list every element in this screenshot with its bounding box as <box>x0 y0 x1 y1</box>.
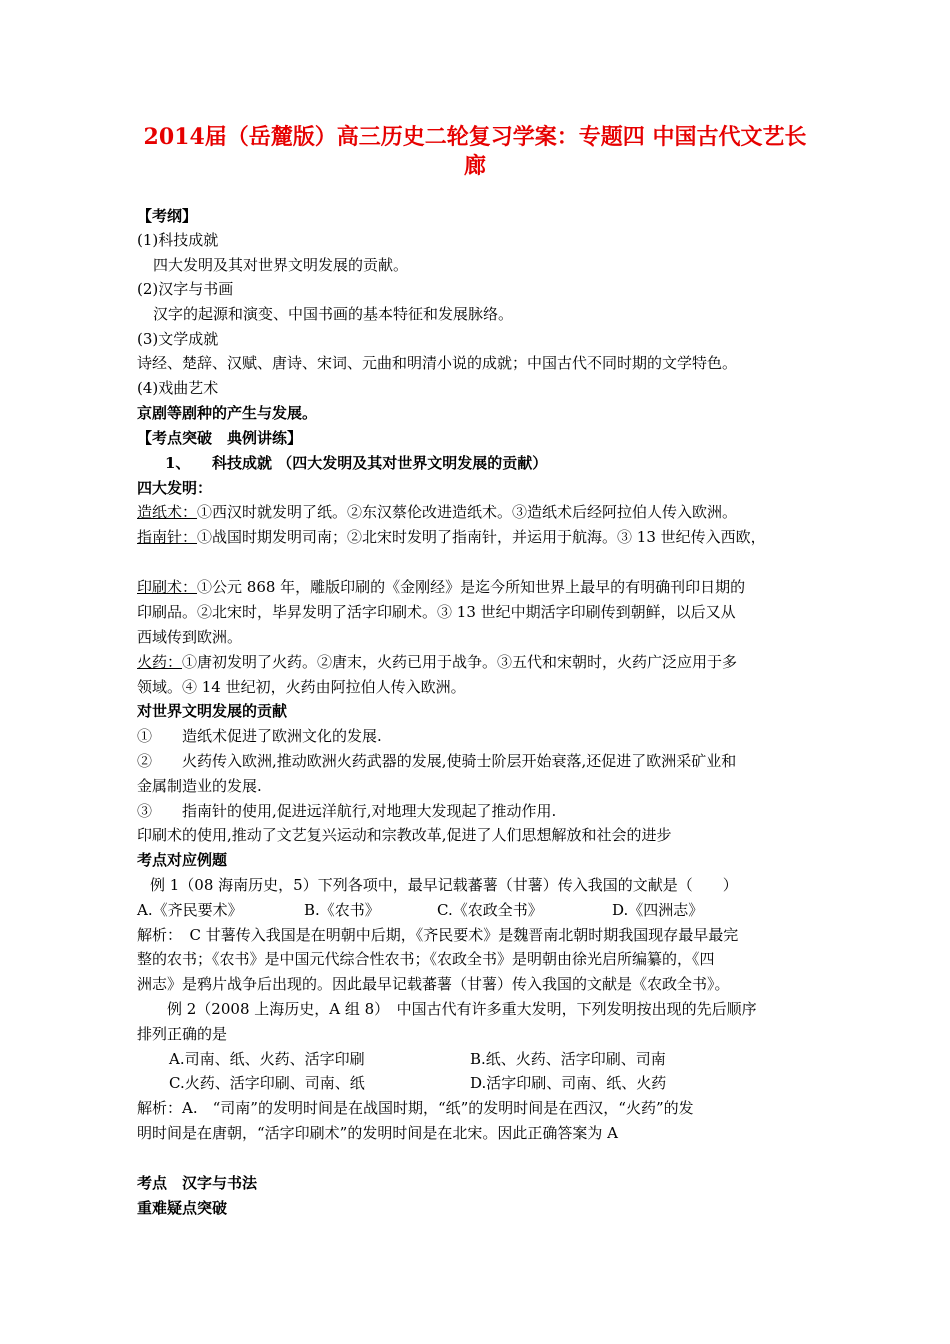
section-1-title: 科技成就 （四大发明及其对世界文明发展的贡献） <box>212 454 548 472</box>
section-1-number: 1、 <box>165 454 191 472</box>
compass-text: ①战国时期发明司南；②北宋时发明了指南针，并运用于航海。③ 13 世纪传入西欧， <box>197 528 766 546</box>
example-2-option-a: A.司南、纸、火药、活字印刷 <box>169 1050 365 1068</box>
example-1-option-d: D.《四洲志》 <box>612 901 704 919</box>
example-1-question: 例 1（08 海南历史，5）下列各项中，最早记载蕃薯（甘薯）传入我国的文献是（ ） <box>150 876 738 894</box>
example-2-option-b: B.纸、火药、活字印刷、司南 <box>470 1050 666 1068</box>
four-inventions-heading: 四大发明： <box>137 479 213 497</box>
gunpowder-line-1 <box>137 651 737 672</box>
gunpowder-text-1: ①唐初发明了火药。②唐末，火药已用于战争。③五代和宋朝时，火药广泛应用于多 <box>182 653 738 671</box>
kaogang-item-2-desc: 汉字的起源和演变、中国书画的基本特征和发展脉络。 <box>153 305 514 323</box>
kaogang-item-1-desc: 四大发明及其对世界文明发展的贡献。 <box>153 256 409 274</box>
example-1-option-a: A.《齐民要术》 <box>137 901 243 919</box>
compass-label: 指南针： <box>137 528 198 546</box>
gunpowder-line-2: 领域。④ 14 世纪初，火药由阿拉伯人传入欧洲。 <box>137 678 466 696</box>
examples-heading: 考点对应例题 <box>137 851 228 869</box>
example-2-question-1: 例 2（2008 上海历史，A 组 8） 中国古代有许多重大发明，下列发明按出现的先后顺序 <box>167 1000 757 1018</box>
example-2-analysis-2: 明时间是在唐朝，“活字印刷术”的发明时间是在北宋。因此正确答案为 A <box>137 1124 618 1142</box>
printing-line-3: 西域传到欧洲。 <box>137 628 243 646</box>
paper-line <box>137 501 737 522</box>
kaogang-item-2-label: (2)汉字与书画 <box>137 280 234 298</box>
contribution-2b: 金属制造业的发展. <box>137 777 262 795</box>
kaogang-item-4-label: (4)戏曲艺术 <box>137 379 219 397</box>
example-2-analysis-1: 解析：A. “司南”的发明时间是在战国时期，“纸”的发明时间是在西汉，“火药”的发 <box>137 1099 694 1117</box>
printing-line-1 <box>137 576 745 597</box>
example-1-analysis-1: 解析： C 甘薯传入我国是在明朝中后期，《齐民要术》是魏晋南北朝时期我国现存最早最完 <box>137 926 739 944</box>
paper-text: ①西汉时就发明了纸。②东汉蔡伦改进造纸术。③造纸术后经阿拉伯人传入欧洲。 <box>197 503 738 521</box>
contribution-3: ③ 指南针的使用,促进远洋航行,对地理大发现起了推动作用. <box>137 802 557 820</box>
paper-label: 造纸术： <box>137 503 198 521</box>
kaogang-heading: 【考纲】 <box>137 207 198 225</box>
example-2-option-d: D.活字印刷、司南、纸、火药 <box>470 1074 667 1092</box>
kaogang-item-3-label: (3)文学成就 <box>137 330 219 348</box>
title-line-2: 廊 <box>463 153 486 179</box>
compass-line <box>137 526 766 547</box>
contribution-4: 印刷术的使用,推动了文艺复兴运动和宗教改革,促进了人们思想解放和社会的进步 <box>137 826 672 844</box>
printing-text-1: ①公元 868 年，雕版印刷的《金刚经》是迄今所知世界上最早的有明确刊印日期的 <box>197 578 746 596</box>
example-2-option-c: C.火药、活字印刷、司南、纸 <box>169 1074 365 1092</box>
key-difficulties-heading: 重难疑点突破 <box>137 1199 228 1217</box>
example-1-option-b: B.《农书》 <box>304 901 380 919</box>
example-1-analysis-3: 洲志》是鸦片战争后出现的。因此最早记载蕃薯（甘薯）传入我国的文献是《农政全书》。 <box>137 975 730 993</box>
page-title <box>120 123 830 181</box>
example-1-option-c: C.《农政全书》 <box>437 901 543 919</box>
gunpowder-label: 火药： <box>137 653 183 671</box>
contribution-1: ① 造纸术促进了欧洲文化的发展. <box>137 727 382 745</box>
kaogang-item-4-desc: 京剧等剧种的产生与发展。 <box>137 404 318 422</box>
kaogang-item-1-label: (1)科技成就 <box>137 231 219 249</box>
breakthrough-heading: 【考点突破 典例讲练】 <box>137 429 303 447</box>
contribution-2a: ② 火药传入欧洲,推动欧洲火药武器的发展,使骑士阶层开始衰落,还促进了欧洲采矿业和 <box>137 752 737 770</box>
kaodian-2-heading: 考点 汉字与书法 <box>137 1174 258 1192</box>
printing-label: 印刷术： <box>137 578 198 596</box>
printing-line-2: 印刷品。②北宋时，毕昇发明了活字印刷术。③ 13 世纪中期活字印刷传到朝鲜，以后又从 <box>137 603 736 621</box>
example-2-question-2: 排列正确的是 <box>137 1025 228 1043</box>
contribution-heading: 对世界文明发展的贡献 <box>137 702 288 720</box>
example-1-analysis-2: 整的农书；《农书》是中国元代综合性农书；《农政全书》是明朝由徐光启所编纂的，《四 <box>137 950 715 968</box>
kaogang-item-3-desc: 诗经、楚辞、汉赋、唐诗、宋词、元曲和明清小说的成就；中国古代不同时期的文学特色。 <box>137 354 738 372</box>
title-line-1: 2014届（岳麓版）高三历史二轮复习学案：专题四 中国古代文艺长 <box>143 124 807 150</box>
